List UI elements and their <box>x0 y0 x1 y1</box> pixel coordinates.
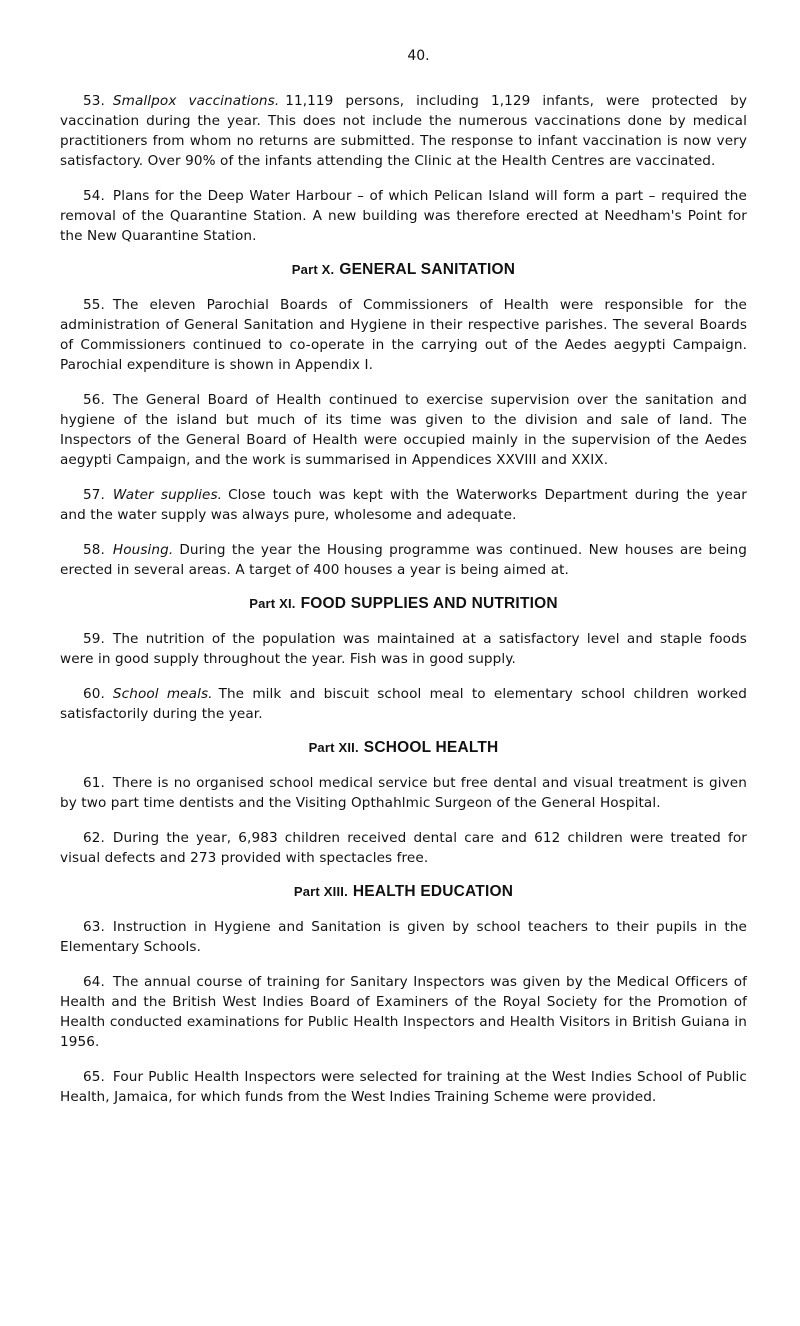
part-number: Part XII. <box>308 740 359 755</box>
paragraph-text: The annual course of training for Sanitary Inspectors was given by the Medical Officers of Health and the British West Indies Board of Examiners of the Royal Society for the Promotion of Health conducted examinations for Public Health Inspectors and Health Visitors in British Guiana in 1956. <box>60 974 747 1050</box>
paragraph-56 <box>60 390 747 470</box>
paragraph-lead: Smallpox vaccinations. <box>112 93 280 109</box>
section-title: GENERAL SANITATION <box>339 261 516 278</box>
section-heading-part-xiii <box>60 883 747 901</box>
paragraph-text: The General Board of Health continued to exercise supervision over the sanitation and hygiene of the island but much of its time was given to the division and sale of land. The Inspectors of the General Board of Health were occupied mainly in the supervision of the Aedes aegypti Campaign, and the work is summarised in Appendices XXVIII and XXIX. <box>60 392 747 468</box>
paragraph-number: 55. <box>83 297 105 313</box>
paragraph-text: Plans for the Deep Water Harbour – of which Pelican Island will form a part – required the removal of the Quarantine Station. A new building was therefore erected at Needham's Point for the New Quarantine Station. <box>60 188 747 244</box>
paragraph-number: 60. <box>83 686 105 702</box>
paragraph-number: 56. <box>83 392 105 408</box>
paragraph-text: During the year, 6,983 children received dental care and 612 children were treated for visual defects and 273 provided with spectacles free. <box>60 830 747 866</box>
paragraph-57 <box>60 485 747 525</box>
paragraph-number: 63. <box>83 919 105 935</box>
section-title: HEALTH EDUCATION <box>352 883 514 900</box>
paragraph-number: 62. <box>83 830 105 846</box>
paragraph-text: During the year the Housing programme was continued. New houses are being erected in several areas. A target of 400 houses a year is being aimed at. <box>60 542 747 578</box>
paragraph-number: 59. <box>83 631 105 647</box>
paragraph-number: 58. <box>83 542 105 558</box>
paragraph-lead: Housing. <box>112 542 174 558</box>
paragraph-text: Close touch was kept with the Waterworks Department during the year and the water supply was always pure, wholesome and adequate. <box>60 487 747 523</box>
paragraph-60 <box>60 684 747 724</box>
paragraph-number: 65. <box>83 1069 105 1085</box>
paragraph-58 <box>60 540 747 580</box>
section-title: FOOD SUPPLIES AND NUTRITION <box>300 595 558 612</box>
paragraph-text: 11,119 persons, including 1,129 infants, were protected by vaccination during the year. This does not include the numerous vaccinations done by medical practitioners from whom no returns are submitted. The response to infant vaccination is now very satisfactory. Over 90% of the infants attending the Clinic at the Health Centres are vaccinated. <box>60 93 747 169</box>
paragraph-number: 57. <box>83 487 105 503</box>
paragraph-59 <box>60 629 747 669</box>
paragraph-text: The milk and biscuit school meal to elementary school children worked satisfactorily during the year. <box>60 686 747 722</box>
paragraph-55 <box>60 295 747 375</box>
paragraph-64 <box>60 972 747 1052</box>
section-heading-part-xi <box>60 595 747 613</box>
paragraph-number: 61. <box>83 775 105 791</box>
section-heading-part-xii <box>60 739 747 757</box>
part-number: Part X. <box>291 262 335 277</box>
section-title: SCHOOL HEALTH <box>363 739 499 756</box>
paragraph-54 <box>60 186 747 246</box>
paragraph-text: The eleven Parochial Boards of Commissioners of Health were responsible for the administration of General Sanitation and Hygiene in their respective parishes. The several Boards of Commissioners continued to co-operate in the carrying out of the Aedes aegypti Campaign. Parochial expenditure is shown in Appendix I. <box>60 297 747 373</box>
part-number: Part XI. <box>249 596 296 611</box>
paragraph-62 <box>60 828 747 868</box>
paragraph-text: Four Public Health Inspectors were selected for training at the West Indies School of Public Health, Jamaica, for which funds from the West Indies Training Scheme were provided. <box>60 1069 747 1105</box>
paragraph-63 <box>60 917 747 957</box>
part-number: Part XIII. <box>293 884 348 899</box>
page-number: 40. <box>407 48 430 64</box>
paragraph-number: 64. <box>83 974 105 990</box>
paragraph-number: 53. <box>83 93 105 109</box>
paragraph-text: Instruction in Hygiene and Sanitation is given by school teachers to their pupils in the Elementary Schools. <box>60 919 747 955</box>
section-heading-part-x <box>60 261 747 279</box>
paragraph-text: There is no organised school medical service but free dental and visual treatment is given by two part time dentists and the Visiting Opthahlmic Surgeon of the General Hospital. <box>60 775 747 811</box>
paragraph-text: The nutrition of the population was maintained at a satisfactory level and staple foods were in good supply throughout the year. Fish was in good supply. <box>60 631 747 667</box>
paragraph-65 <box>60 1067 747 1107</box>
paragraph-53 <box>60 91 747 171</box>
paragraph-lead: Water supplies. <box>112 487 223 503</box>
paragraph-lead: School meals. <box>112 686 213 702</box>
paragraph-number: 54. <box>83 188 105 204</box>
document-page <box>60 48 747 1122</box>
paragraph-61 <box>60 773 747 813</box>
